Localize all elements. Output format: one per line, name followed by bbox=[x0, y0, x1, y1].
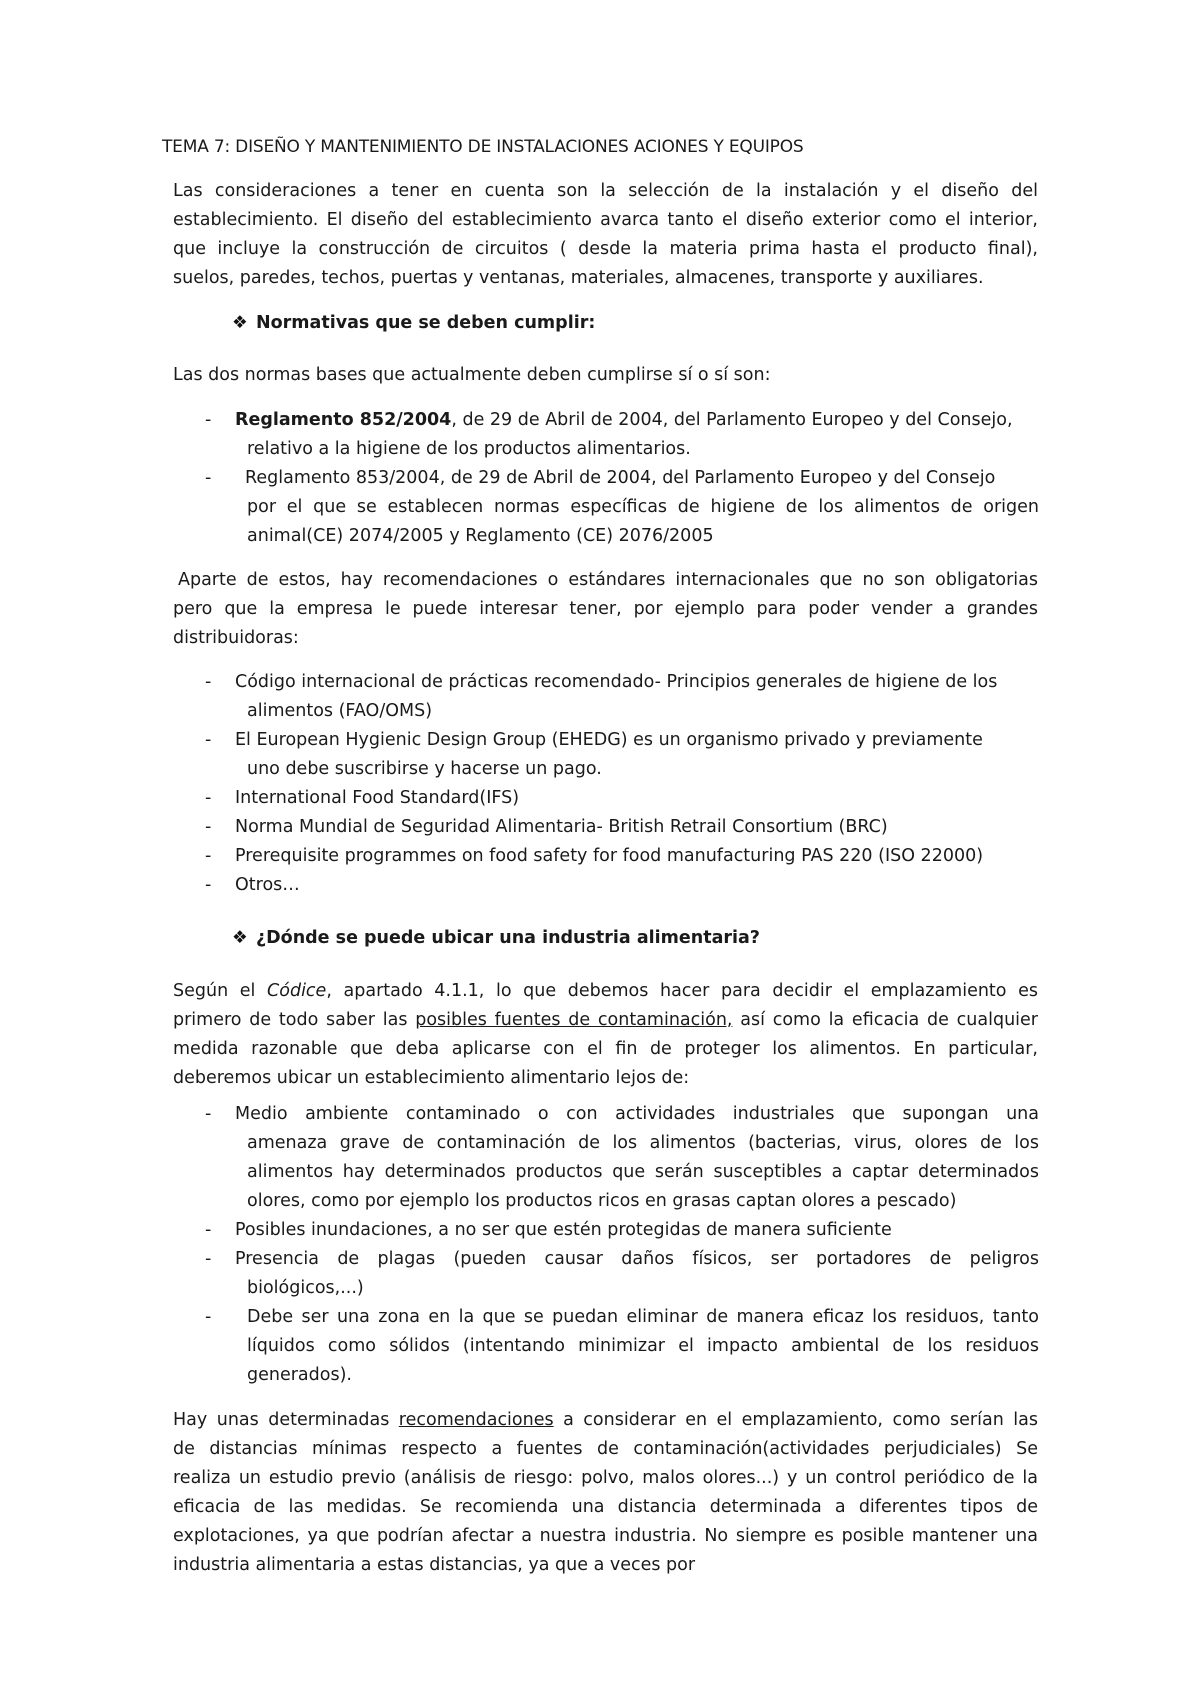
standard-text: Código internacional de prácticas recomendado- Principios generales de higiene de los bbox=[235, 672, 998, 692]
reg-text: Reglamento 853/2004, de 29 de Abril de 2004, del Parlamento Europeo y del Consejo bbox=[245, 468, 996, 488]
paragraph-line bbox=[173, 1006, 1038, 1035]
standard-text: Otros… bbox=[235, 875, 300, 895]
paragraph-line: Aparte de estos, hay recomendaciones o estándares internacionales que no son obligatorias bbox=[178, 570, 1038, 590]
reg-continuation: relativo a la higiene de los productos alimentarios. bbox=[247, 439, 691, 459]
aparte-paragraph bbox=[173, 566, 1038, 653]
paragraph-line: de distancias mínimas respecto a fuentes de contaminación(actividades perjudiciales) Se bbox=[173, 1439, 1038, 1459]
text-run: así como la eficacia de cualquier bbox=[732, 1010, 1038, 1030]
paragraph-line: industria alimentaria a estas distancias, ya que a veces por bbox=[173, 1555, 696, 1575]
section-heading-normativas bbox=[232, 313, 595, 333]
hazard-text: Posibles inundaciones, a no ser que estén protegidas de manera suficiente bbox=[235, 1220, 892, 1240]
hazard-continuation: biológicos,...) bbox=[247, 1278, 364, 1298]
list-item-standard bbox=[205, 726, 1039, 784]
paragraph-line: deberemos ubicar un establecimiento alimentario lejos de: bbox=[173, 1068, 690, 1088]
paragraph-line: realiza un estudio previo (análisis de riesgo: polvo, malos olores...) y un control periódico de la bbox=[173, 1468, 1038, 1488]
dash-bullet: - bbox=[205, 730, 212, 750]
hazard-text: Medio ambiente contaminado o con actividades industriales que supongan una bbox=[235, 1104, 1039, 1124]
standard-text: Norma Mundial de Seguridad Alimentaria- British Retrail Consortium (BRC) bbox=[235, 817, 888, 837]
standard-text: El European Hygienic Design Group (EHEDG) es un organismo privado y previamente bbox=[235, 730, 983, 750]
intro-line: que incluye la construcción de circuitos ( desde la materia prima hasta el producto final), bbox=[173, 239, 1038, 259]
dash-bullet: - bbox=[205, 1307, 212, 1327]
text-run: , apartado 4.1.1, lo que debemos hacer para decidir el emplazamiento es bbox=[326, 981, 1039, 1001]
paragraph-line: pero que la empresa le puede interesar tener, por ejemplo para poder vender a grandes bbox=[173, 599, 1038, 619]
dash-bullet: - bbox=[205, 1104, 212, 1124]
underlined-text: posibles fuentes de contaminación, bbox=[415, 1010, 733, 1030]
standard-continuation: uno debe suscribirse y hacerse un pago. bbox=[247, 759, 602, 779]
dash-bullet: - bbox=[205, 672, 212, 692]
reg-continuation: animal(CE) 2074/2005 y Reglamento (CE) 2076/2005 bbox=[247, 526, 714, 546]
list-item-hazard bbox=[205, 1303, 1039, 1390]
reg-continuation: por el que se establecen normas específicas de higiene de los alimentos de origen bbox=[247, 497, 1039, 517]
hazard-continuation: alimentos hay determinados productos que serán susceptibles a captar determinados bbox=[247, 1162, 1039, 1182]
hazard-continuation: generados). bbox=[247, 1365, 352, 1385]
standard-text: Prerequisite programmes on food safety for food manufacturing PAS 220 (ISO 22000) bbox=[235, 846, 984, 866]
dash-bullet: - bbox=[205, 846, 212, 866]
italic-text: Códice bbox=[267, 981, 327, 1001]
hazard-text: Debe ser una zona en la que se puedan eliminar de manera eficaz los residuos, tanto bbox=[247, 1307, 1039, 1327]
dash-bullet: - bbox=[205, 788, 212, 808]
text-run: a considerar en el emplazamiento, como serían las bbox=[553, 1410, 1038, 1430]
reg-name: Reglamento 852/2004 bbox=[235, 410, 452, 430]
intro-paragraph bbox=[173, 177, 1038, 293]
list-item-standard bbox=[205, 871, 1039, 900]
paragraph-line: eficacia de las medidas. Se recomienda una distancia determinada a diferentes tipos de bbox=[173, 1497, 1038, 1517]
paragraph-line: medida razonable que deba aplicarse con el fin de proteger los alimentos. En particular, bbox=[173, 1039, 1038, 1059]
list-item-hazard bbox=[205, 1245, 1039, 1303]
paragraph-line: explotaciones, ya que podrían afectar a nuestra industria. No siempre es posible mantener una bbox=[173, 1526, 1038, 1546]
dash-bullet: - bbox=[205, 1249, 212, 1269]
final-paragraph bbox=[173, 1406, 1038, 1580]
dash-bullet: - bbox=[205, 1220, 212, 1240]
norm-intro-text: Las dos normas bases que actualmente deben cumplirse sí o sí son: bbox=[173, 365, 771, 385]
list-item-standard bbox=[205, 784, 1039, 813]
hazard-continuation: líquidos como sólidos (intentando minimizar el impacto ambiental de los residuos bbox=[247, 1336, 1039, 1356]
paragraph-line: distribuidoras: bbox=[173, 628, 299, 648]
underlined-text: recomendaciones bbox=[398, 1410, 554, 1430]
text-run: primero de todo saber las bbox=[173, 1010, 416, 1030]
dash-bullet: - bbox=[205, 410, 212, 430]
norm-intro bbox=[173, 361, 1038, 390]
paragraph-line bbox=[173, 977, 1038, 1006]
standard-text: International Food Standard(IFS) bbox=[235, 788, 520, 808]
list-item-regulation bbox=[205, 464, 1039, 551]
dash-bullet: - bbox=[205, 817, 212, 837]
list-item-regulation bbox=[205, 406, 1039, 464]
reg-text: , de 29 de Abril de 2004, del Parlamento Europeo y del Consejo, bbox=[451, 410, 1013, 430]
list-item-standard bbox=[205, 842, 1039, 871]
standard-continuation: alimentos (FAO/OMS) bbox=[247, 701, 433, 721]
document-title: TEMA 7: DISEÑO Y MANTENIMIENTO DE INSTALACIONES ACIONES Y EQUIPOS bbox=[162, 137, 804, 157]
list-item-hazard bbox=[205, 1100, 1039, 1216]
hazard-continuation: olores, como por ejemplo los productos ricos en grasas captan olores a pescado) bbox=[247, 1191, 957, 1211]
segun-paragraph bbox=[173, 977, 1038, 1093]
dash-bullet: - bbox=[205, 468, 212, 488]
intro-line: Las consideraciones a tener en cuenta son la selección de la instalación y el diseño del bbox=[173, 181, 1038, 201]
hazard-text: Presencia de plagas (pueden causar daños físicos, ser portadores de peligros bbox=[235, 1249, 1039, 1269]
heading-text: Normativas que se deben cumplir: bbox=[256, 313, 596, 333]
text-run: Hay unas determinadas bbox=[173, 1410, 399, 1430]
diamond-bullet-icon: ❖ bbox=[232, 313, 248, 333]
heading-text: ¿Dónde se puede ubicar una industria alimentaria? bbox=[256, 928, 760, 948]
list-item-standard bbox=[205, 668, 1039, 726]
dash-bullet: - bbox=[205, 875, 212, 895]
text-run: Según el bbox=[173, 981, 268, 1001]
intro-line: suelos, paredes, techos, puertas y ventanas, materiales, almacenes, transporte y auxiliares. bbox=[173, 268, 984, 288]
list-item-standard bbox=[205, 813, 1039, 842]
section-heading-ubicacion bbox=[232, 928, 760, 948]
hazard-continuation: amenaza grave de contaminación de los alimentos (bacterias, virus, olores de los bbox=[247, 1133, 1039, 1153]
list-item-hazard bbox=[205, 1216, 1039, 1245]
paragraph-line bbox=[173, 1406, 1038, 1435]
diamond-bullet-icon: ❖ bbox=[232, 928, 248, 948]
intro-line: establecimiento. El diseño del establecimiento avarca tanto el diseño exterior como el interior, bbox=[173, 210, 1038, 230]
